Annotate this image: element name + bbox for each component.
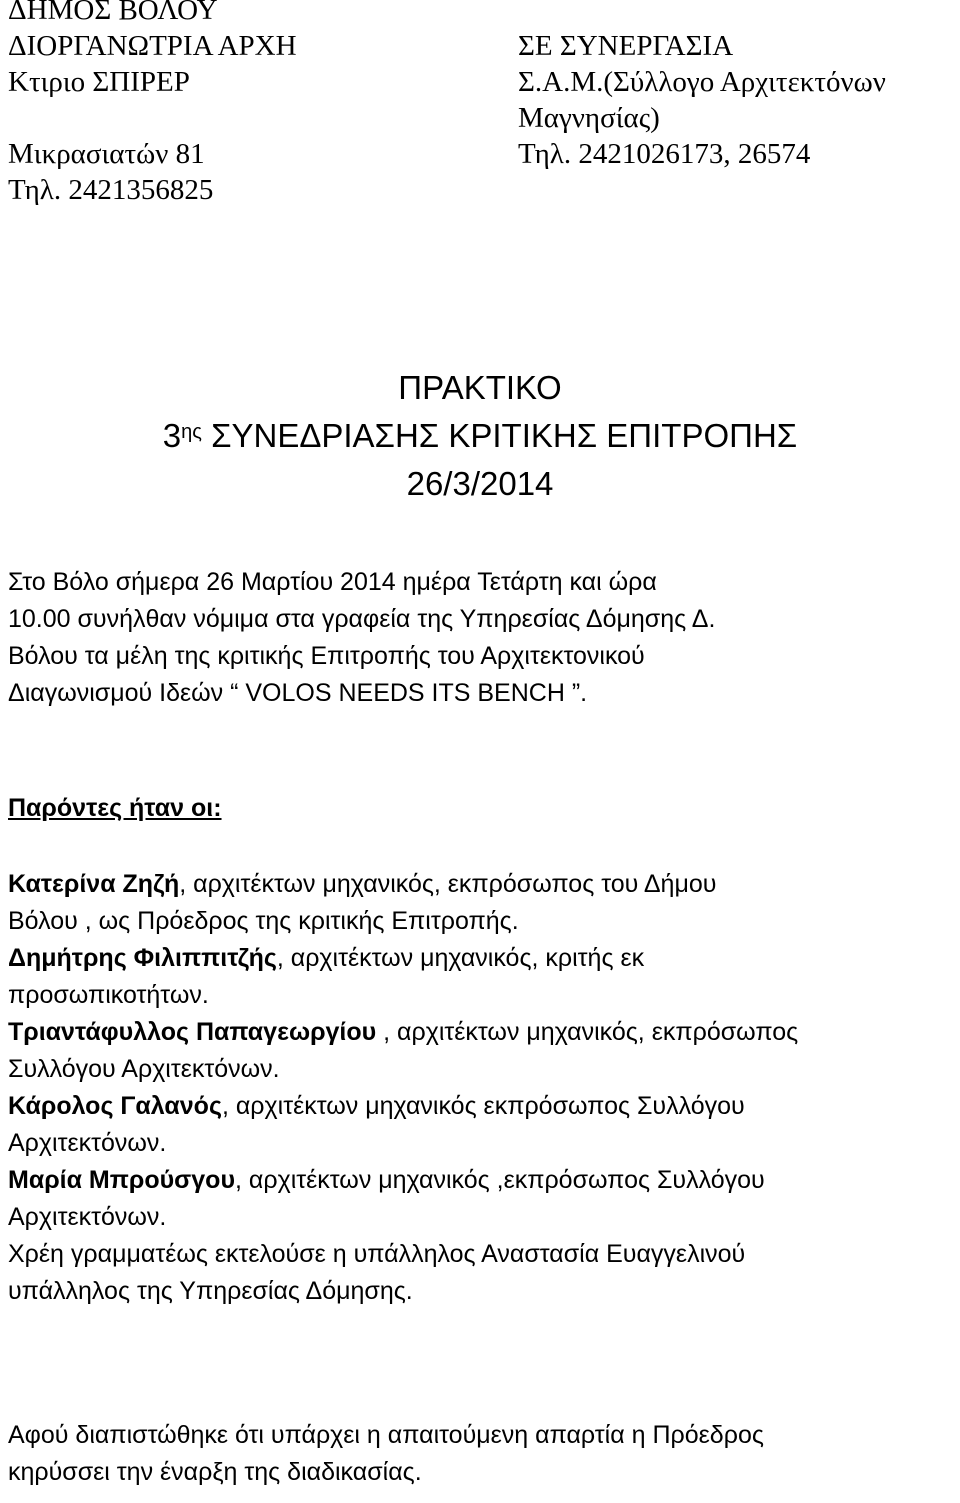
- member-5-line-2: Αρχιτεκτόνων.: [8, 1203, 167, 1231]
- intro-line-3: Βόλου τα μέλη της κριτικής Επιτροπής του Αρχιτεκτονικού: [8, 642, 645, 670]
- member-4-line-1: [8, 1088, 952, 1125]
- members-list: [8, 866, 952, 1310]
- header-right-line-4: Τηλ. 2421026173, 26574: [518, 138, 811, 170]
- member-3-line-1: [8, 1014, 952, 1051]
- title-line-2-superscript: ης: [181, 421, 202, 443]
- member-5-line-1: [8, 1162, 952, 1199]
- closing-line-2: κηρύσσει την έναρξη της διαδικασίας.: [8, 1458, 422, 1486]
- member-2-name: Δημήτρης Φιλιππιτζής: [8, 944, 277, 972]
- header-right-line-2: Σ.Α.Μ.(Σύλλογο Αρχιτεκτόνων: [518, 66, 886, 98]
- title-line-2-number: 3: [162, 417, 182, 454]
- header-left-line-2: ΔΙΟΡΓΑΝΩΤΡΙΑ ΑΡΧΗ: [8, 30, 297, 62]
- member-4-text-1: , αρχιτέκτων μηχανικός εκπρόσωπος Συλλόγου: [221, 1092, 745, 1120]
- header-left-line-4: [8, 100, 297, 136]
- member-4-name: Κάρολος Γαλανός: [8, 1092, 222, 1120]
- header-left: [8, 0, 297, 208]
- member-5-text-1: , αρχιτέκτων μηχανικός ,εκπρόσωπος Συλλόγου: [235, 1166, 765, 1194]
- member-4-line-2: Αρχιτεκτόνων.: [8, 1129, 167, 1157]
- header-left-line-3: Κτιριο ΣΠΙΡΕΡ: [8, 66, 190, 98]
- document-subtitle: [0, 412, 960, 460]
- header-right: [518, 28, 886, 172]
- intro-paragraph: [8, 564, 952, 712]
- document-title: [0, 364, 960, 412]
- header-right-line-1: ΣΕ ΣΥΝΕΡΓΑΣΙΑ: [518, 30, 734, 62]
- member-3-text-1: , αρχιτέκτων μηχανικός, εκπρόσωπος: [376, 1018, 799, 1046]
- member-2-line-1: [8, 940, 952, 977]
- header-right-line-3: Μαγνησίας): [518, 102, 660, 134]
- member-2-line-2: προσωπικοτήτων.: [8, 981, 209, 1009]
- member-5-name: Μαρία Μπρούσγου: [8, 1166, 236, 1194]
- header-left-line-1: ΔΗΜΟΣ ΒΟΛΟΥ: [8, 0, 218, 26]
- title-line-3: 26/3/2014: [406, 465, 554, 502]
- closing-paragraph: [8, 1416, 952, 1490]
- member-1-text-1: , αρχιτέκτων μηχανικός, εκπρόσωπος του Δήμου: [179, 870, 717, 898]
- member-1-name: Κατερίνα Ζηζή: [8, 870, 180, 898]
- present-label: Παρόντες ήταν οι:: [8, 794, 222, 822]
- member-3-line-2: Συλλόγου Αρχιτεκτόνων.: [8, 1055, 280, 1083]
- intro-line-4: Διαγωνισμού Ιδεών “ VOLOS NEEDS ITS BENCH ”.: [8, 679, 588, 707]
- member-1-line-2: Βόλου , ως Πρόεδρος της κριτικής Επιτροπής.: [8, 907, 519, 935]
- title-line-1: ΠΡΑΚΤΙΚΟ: [398, 369, 562, 406]
- title-line-2-text: ΣΥΝΕΔΡΙΑΣΗΣ ΚΡΙΤΙΚΗΣ ΕΠΙΤΡΟΠΗΣ: [201, 417, 798, 454]
- member-2-text-1: , αρχιτέκτων μηχανικός, κριτής εκ: [276, 944, 645, 972]
- header-left-line-6: Τηλ. 2421356825: [8, 174, 214, 206]
- title-line-2: [0, 412, 960, 460]
- intro-line-1: Στο Βόλο σήμερα 26 Μαρτίου 2014 ημέρα Τετάρτη και ώρα: [8, 568, 657, 596]
- member-1-line-1: [8, 866, 952, 903]
- document-date: [0, 460, 960, 508]
- secretary-line-1: Χρέη γραμματέως εκτελούσε η υπάλληλος Αναστασία Ευαγγελινού: [8, 1240, 746, 1268]
- member-3-name: Τριαντάφυλλος Παπαγεωργίου: [8, 1018, 377, 1046]
- header-left-line-5: Μικρασιατών 81: [8, 138, 205, 170]
- closing-line-1: Αφού διαπιστώθηκε ότι υπάρχει η απαιτούμενη απαρτία η Πρόεδρος: [8, 1421, 764, 1449]
- intro-line-2: 10.00 συνήλθαν νόμιμα στα γραφεία της Υπηρεσίας Δόμησης Δ.: [8, 605, 716, 633]
- secretary-line-2: υπάλληλος της Υπηρεσίας Δόμησης.: [8, 1277, 413, 1305]
